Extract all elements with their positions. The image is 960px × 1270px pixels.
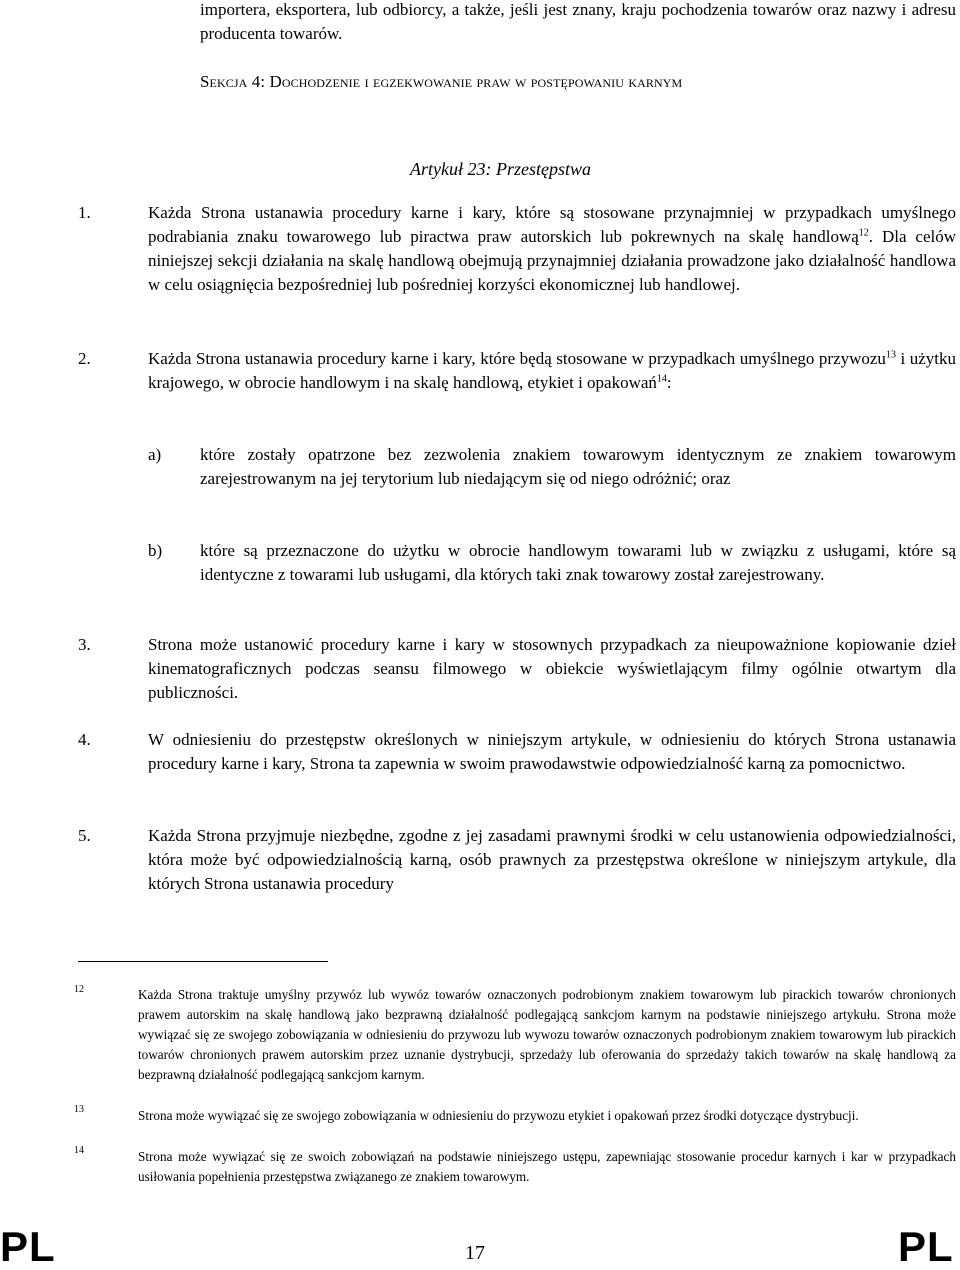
subitem-letter: a) — [148, 445, 162, 464]
paragraph-2 — [148, 347, 956, 395]
paragraph-number: 4. — [78, 730, 91, 749]
footnote-number: 13 — [74, 1104, 84, 1115]
subitem-b: które są przeznaczone do użytku w obrocie handlowym towarami lub w związku z usługami, które są identyczne z towarami lub usługami, dla których taki znak towarowy został zarejestrowany. — [200, 541, 956, 584]
paragraph-number: 5. — [78, 826, 91, 845]
footer-language-right: PL — [898, 1223, 954, 1270]
paragraph-number: 1. — [78, 203, 91, 222]
continuation-text: importera, eksportera, lub odbiorcy, a także, jeśli jest znany, kraju pochodzenia towarów oraz nazwy i adresu producenta towarów. — [200, 0, 956, 43]
paragraph-text: Każda Strona ustanawia procedury karne i kary, które będą stosowane w przypadkach umyślnego przywozu — [148, 349, 886, 368]
paragraph-text: Każda Strona ustanawia procedury karne i kary, które są stosowane przynajmniej w przypadkach umyślnego podrabiania znaku towarowego lub piractwa praw autorskich lub pokrewnych na skalę handlową — [148, 203, 956, 246]
paragraph-text: . Dla celów niniejszej sekcji działania na skalę handlową obejmują przynajmniej działania prowadzone jako działalność handlowa w celu osiągnięcia bezpośredniej lub pośredniej korzyści ekonomicznej lub handlowej. — [148, 227, 956, 294]
paragraph-number: 2. — [78, 349, 91, 368]
footnote-separator — [78, 961, 328, 962]
paragraph-4: W odniesieniu do przestępstw określonych w niniejszym artykule, w odniesieniu do których Strona ustanawia procedury karne i kary, Strona ta zapewnia w swoim prawodawstwie odpowiedzialność karną za pomocnictwo. — [148, 730, 956, 773]
footnote-number: 14 — [74, 1145, 84, 1156]
paragraph-text: i użytku krajowego, w obrocie handlowym i na skalę handlową, etykiet i opakowań — [148, 349, 956, 392]
section-label: Sekcja — [200, 72, 248, 91]
subitem-a: które zostały opatrzone bez zezwolenia znakiem towarowym identycznym ze znakiem towarowym zarejestrowanym na jej terytorium lub niedającym się od niego odróżnić; oraz — [200, 445, 956, 488]
section-title-rest: i egzekwowanie praw w postępowaniu karnym — [360, 72, 683, 91]
section-title-word: Dochodzenie — [269, 72, 361, 91]
article-title: Artykuł 23: Przestępstwa — [410, 159, 591, 179]
footnote-14: Strona może wywiązać się ze swoich zobowiązań na podstawie niniejszego ustępu, zapewniając stosowanie procedur karnych i kar w przypadkach usiłowania popełnienia przestępstwa związanego ze znakiem towarowym. — [138, 1149, 956, 1184]
footnote-ref: 13 — [885, 349, 896, 361]
paragraph-number: 3. — [78, 635, 91, 654]
paragraph-text: : — [666, 373, 672, 392]
footnote-ref: 12 — [858, 227, 869, 239]
paragraph-1 — [148, 201, 956, 297]
footnote-number: 12 — [74, 984, 84, 995]
paragraph-3: Strona może ustanowić procedury karne i kary w stosownych przypadkach za nieupoważnione kopiowanie dzieł kinematograficznych podczas seansu filmowego w obiekcie wyświetlającym filmy ogólnie otwartym dla publiczności. — [148, 635, 956, 702]
footer-language-left: PL — [0, 1223, 56, 1270]
footnote-ref: 14 — [656, 373, 667, 385]
page-number: 17 — [465, 1242, 485, 1264]
paragraph-5: Każda Strona przyjmuje niezbędne, zgodne z jej zasadami prawnymi środki w celu ustanowienia odpowiedzialności, która może być odpowiedzialnością karną, osób prawnych za przestępstwa określone w niniejszym artykule, dla których Strona ustanawia procedury — [148, 826, 956, 893]
section-heading — [200, 72, 682, 92]
footnote-12: Każda Strona traktuje umyślny przywóz lub wywóz towarów oznaczonych podrobionym znakiem towarowym lub pirackich towarów chronionych prawem autorskim na skalę handlową jako bezprawną działalność podlegającą sankcjom karnym na podstawie niniejszego artykułu. Strona może wywiązać się ze swojego zobowiązania w odniesieniu do przywozu lub wywozu towarów oznaczonych podrobionym znakiem towarowym lub pirackich towarów chronionych prawem autorskim przez uznanie dystrybucji, sprzedaży lub oferowania do sprzedaży takich towarów na skalę handlową za bezprawną działalność podlegającą sankcjom karnym. — [138, 987, 956, 1082]
section-number: 4: — [247, 72, 270, 91]
subitem-letter: b) — [148, 541, 163, 560]
footnote-13: Strona może wywiązać się ze swojego zobowiązania w odniesieniu do przywozu etykiet i opakowań przez środki dotyczące dystrybucji. — [138, 1108, 859, 1123]
